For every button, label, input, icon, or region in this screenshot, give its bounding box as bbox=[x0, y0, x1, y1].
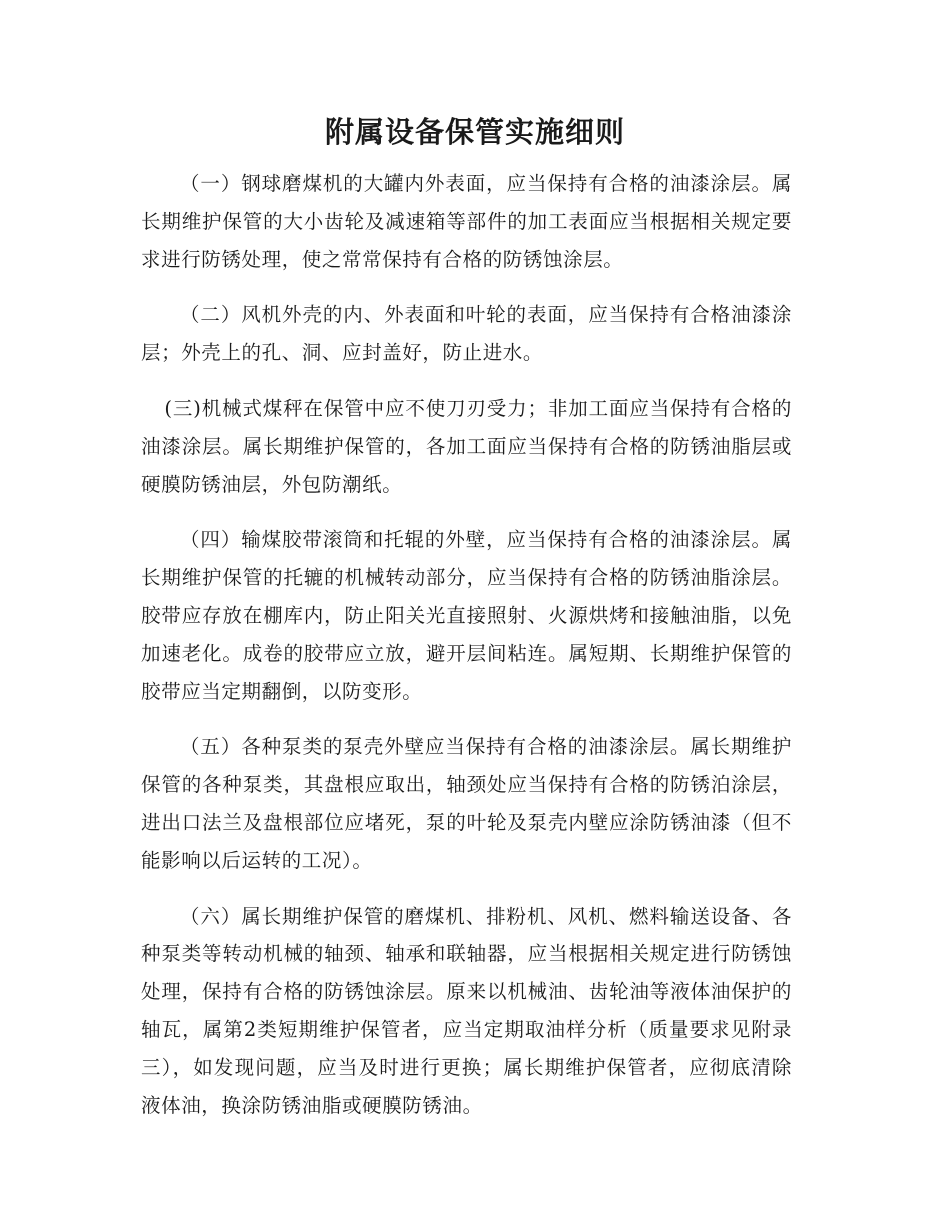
paragraph-6: （六）属长期维护保管的磨煤机、排粉机、风机、燃料输送设备、各种泵类等转动机械的轴颈、轴承和联轴器，应当根据相关规定进行防锈蚀处理，保持有合格的防锈蚀涂层。原来以机械油、齿轮油等液体油保护的轴瓦，属第2类短期维护保管者，应当定期取油样分析（质量要求见附录三），如发现问题，应当及时进行更换；属长期维护保管者，应彻底清除液体油，换涂防锈油脂或硬膜防锈油。 bbox=[141, 904, 792, 1117]
paragraph-1: （一）钢球磨煤机的大罐内外表面，应当保持有合格的油漆涂层。属长期维护保管的大小齿轮及减速箱等部件的加工表面应当根据相关规定要求进行防锈处理，使之常常保持有合格的防锈蚀涂层。 bbox=[141, 172, 792, 271]
paragraph-4: （四）输煤胶带滚筒和托辊的外壁，应当保持有合格的油漆涂层。属长期维护保管的托辘的机械转动部分，应当保持有合格的防锈油脂涂层。胶带应存放在棚库内，防止阳关光直接照射、火源烘烤和接触油脂，以免加速老化。成卷的胶带应立放，避开层间粘连。属短期、长期维护保管的胶带应当定期翻倒，以防变形。 bbox=[141, 528, 792, 703]
paragraph-5: （五）各种泵类的泵壳外壁应当保持有合格的油漆涂层。属长期维护保管的各种泵类，其盘根应取出，轴颈处应当保持有合格的防锈泊涂层，进出口法兰及盘根部位应堵死，泵的叶轮及泵壳内壁应涂防锈油漆（但不能影响以后运转的工况）。 bbox=[141, 735, 792, 872]
document-title: 附属设备保管实施细则 bbox=[324, 115, 625, 149]
paragraph-3: (三)机械式煤秤在保管中应不使刀刃受力；非加工面应当保持有合格的油漆涂层。属长期维护保管的，各加工面应当保持有合格的防锈油脂层或硬膜防锈油层，外包防潮纸。 bbox=[141, 396, 792, 496]
document-body bbox=[141, 165, 792, 1124]
paragraph-2: （二）风机外壳的内、外表面和叶轮的表面，应当保持有合格油漆涂层；外壳上的孔、洞、应封盖好，防止进水。 bbox=[141, 303, 792, 365]
